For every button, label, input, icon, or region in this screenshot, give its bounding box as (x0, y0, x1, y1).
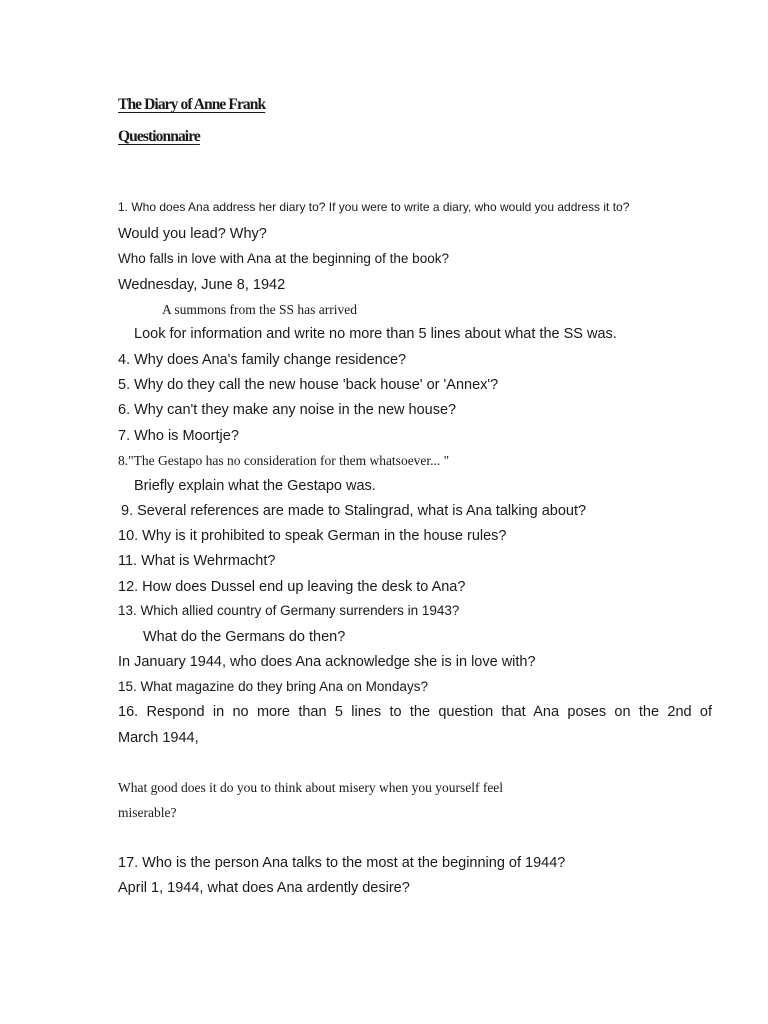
document-subtitle: Questionnaire (118, 128, 200, 145)
document-title: The Diary of Anne Frank (118, 96, 266, 113)
question-8-sub: Briefly explain what the Gestapo was. (134, 478, 376, 494)
question-8: 8."The Gestapo has no consideration for them whatsoever... " (118, 453, 450, 468)
question-14: In January 1944, who does Ana acknowledge she is in love with? (118, 654, 536, 670)
quote-misery-line-1: What good does it do you to think about misery when you yourself feel (118, 780, 504, 795)
question-10: 10. Why is it prohibited to speak German in the house rules? (118, 528, 507, 544)
question-13: 13. Which allied country of Germany surrenders in 1943? (118, 603, 460, 618)
question-4: 4. Why does Ana's family change residence? (118, 352, 407, 368)
question-3: Who falls in love with Ana at the beginning of the book? (118, 251, 449, 266)
question-15: 15. What magazine do they bring Ana on Mondays? (118, 679, 428, 694)
question-ss: Look for information and write no more than 5 lines about what the SS was. (134, 326, 617, 342)
question-18: April 1, 1944, what does Ana ardently desire? (118, 880, 410, 896)
question-11: 11. What is Wehrmacht? (118, 553, 276, 569)
question-6: 6. Why can't they make any noise in the new house? (118, 402, 457, 418)
question-1: 1. Who does Ana address her diary to? If you were to write a diary, who would you address it to? (118, 200, 630, 214)
quote-summons: A summons from the SS has arrived (162, 302, 357, 317)
question-9: 9. Several references are made to Stalingrad, what is Ana talking about? (121, 503, 587, 519)
question-2: Would you lead? Why? (118, 226, 267, 242)
question-16-line-2: March 1944, (118, 730, 199, 746)
question-16-line-1: 16. Respond in no more than 5 lines to the question that Ana poses on the 2nd of (118, 704, 712, 720)
question-12: 12. How does Dussel end up leaving the desk to Ana? (118, 579, 466, 595)
question-17: 17. Who is the person Ana talks to the most at the beginning of 1944? (118, 855, 566, 871)
question-13-sub: What do the Germans do then? (143, 629, 346, 645)
question-5: 5. Why do they call the new house 'back house' or 'Annex'? (118, 377, 499, 393)
question-7: 7. Who is Moortje? (118, 428, 239, 444)
date-heading: Wednesday, June 8, 1942 (118, 277, 286, 293)
quote-misery-line-2: miserable? (118, 805, 177, 820)
